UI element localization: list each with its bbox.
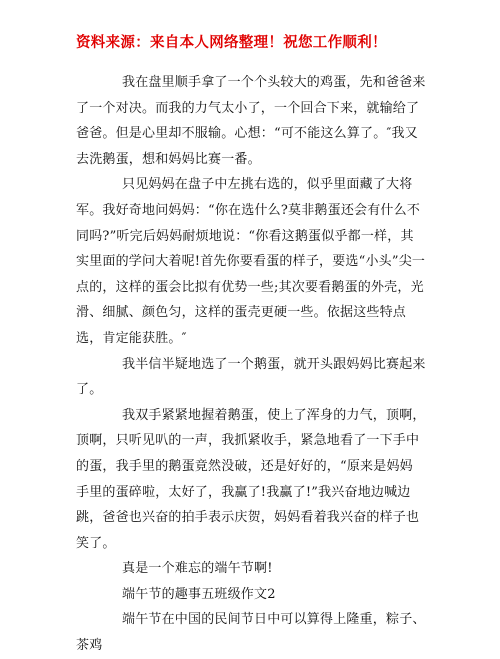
paragraph-egg-duel: 我在盘里顺手拿了一个个头较大的鸡蛋，先和爸爸来了一个对决。而我的力气太小了，一个回合下来，就输给了爸爸。但是心里却不服输。心想：“可不能这么算了。″我又去洗鹅蛋，想和妈妈比赛一番。 — [76, 75, 426, 167]
article-body — [76, 70, 426, 659]
paragraph-essay-2-intro: 端午节在中国的民间节日中可以算得上隆重，粽子、茶鸡 — [76, 612, 426, 654]
paragraph-mom-choosing: 只见妈妈在盘子中左挑右选的，似乎里面藏了大将军。我好奇地问妈妈：“你在选什么?莫非鹅蛋还会有什么不同吗?”听完后妈妈耐烦地说：“你看这鹅蛋似乎都一样，其实里面的学问大着呢!首先你要看蛋的样子，要选“小头”尖一点的，这样的蛋会比拟有优势一些;其次要看鹅蛋的外壳，光滑、细腻、颜色匀，这样的蛋壳更硬一些。依据这些特点选，肯定能获胜。″ — [76, 177, 426, 346]
paragraph-closing: 真是一个难忘的端午节啊! — [122, 561, 273, 577]
essay-title: 端午节的趣事五班级作文2 — [122, 586, 276, 602]
paragraph-victory: 我双手紧紧地握着鹅蛋，使上了浑身的力气，顶啊，顶啊，只听见叭的一声，我抓紧收手，紧急地看了一下手中的蛋，我手里的鹅蛋竟然没破，还是好好的，“原来是妈妈手里的蛋碎啦，太好了，我赢了!我赢了!”我兴奋地边喊边跳，爸爸也兴奋的拍手表示庆贺，妈妈看着我兴奋的样子也笑了。 — [76, 407, 426, 551]
source-header: 资料来源：来自本人网络整理！祝您工作顺利！ — [76, 34, 387, 51]
paragraph-start-match: 我半信半疑地选了一个鹅蛋，就开头跟妈妈比赛起来了。 — [76, 356, 426, 398]
